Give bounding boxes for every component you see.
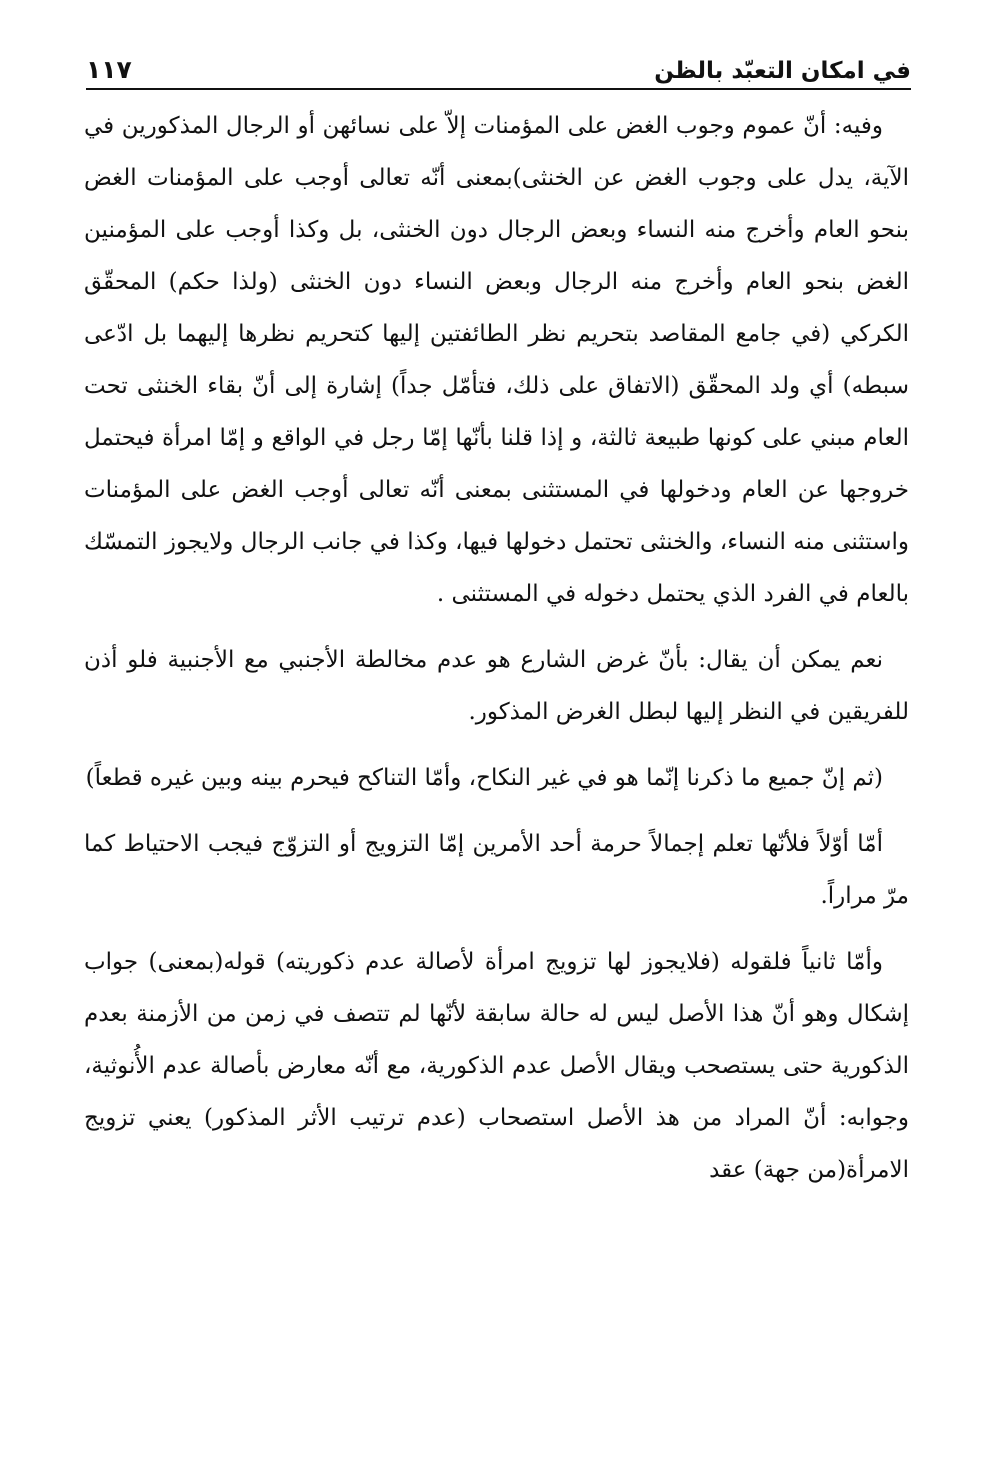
page-body (84, 100, 909, 1424)
page-header (86, 40, 911, 90)
paragraph-3: (ثم إنّ جميع ما ذكرنا إنّما هو في غير النكاح، وأمّا التناكح فيحرم بينه وبين غيره قطعاً) (85, 765, 883, 791)
paragraph-5: وأمّا ثانياً فلقوله (فلايجوز لها تزويج امرأة لأصالة عدم ذكوريته) قوله(بمعنى) جواب إشكال وهو أنّ هذا الأصل ليس له حالة سابقة لأنّها لم تتصف في زمن من الأزمنة بعدم الذكورية حتى يستصحب ويقال الأصل عدم الذكورية، مع أنّه معارض بأصالة عدم الأُنوثية، وجوابه: أنّ المراد من هذ الأصل استصحاب (عدم ترتيب الأثر المذكور) يعني تزويج الامرأة(من جهة) عقد (84, 949, 909, 1183)
paragraph-1: وفيه: أنّ عموم وجوب الغض على المؤمنات إلاّ على نسائهن أو الرجال المذكورين في الآية، يدل على وجوب الغض عن الخنثى)بمعنى أنّه تعالى أوجب على المؤمنات الغض بنحو العام وأخرج منه النساء وبعض الرجال دون الخنثى، بل وكذا أوجب على المؤمنين الغض بنحو العام وأخرج منه الرجال وبعض النساء دون الخنثى (ولذا حكم) المحقّق الكركي (في جامع المقاصد بتحريم نظر الطائفتين إليها كتحريم نظرها إليهما بل ادّعى سبطه) أي ولد المحقّق (الاتفاق على ذلك، فتأمّل جداً) إشارة إلى أنّ بقاء الخنثى تحت العام مبني على كونها طبيعة ثالثة، و إذا قلنا بأنّها إمّا رجل في الواقع و إمّا امرأة فيحتمل خروجها عن العام ودخولها في المستثنى بمعنى أنّه تعالى أوجب الغض على المؤمنات واستثنى منه النساء، والخنثى تحتمل دخولها فيها، وكذا في جانب الرجال ولايجوز التمسّك بالعام في الفرد الذي يحتمل دخوله في المستثنى . (84, 113, 909, 607)
paragraph-2: نعم يمكن أن يقال: بأنّ غرض الشارع هو عدم مخالطة الأجنبي مع الأجنبية فلو أذن للفريقين في النظر إليها لبطل الغرض المذكور. (84, 647, 909, 725)
running-title: في امكان التعبّد بالظن (654, 58, 911, 84)
page-number: ١١٧ (86, 55, 132, 84)
paragraph-4: أمّا أوّلاً فلأنّها تعلم إجمالاً حرمة أحد الأمرين إمّا التزويج أو التزوّج فيجب الاحتياط كما مرّ مراراً. (84, 831, 909, 909)
